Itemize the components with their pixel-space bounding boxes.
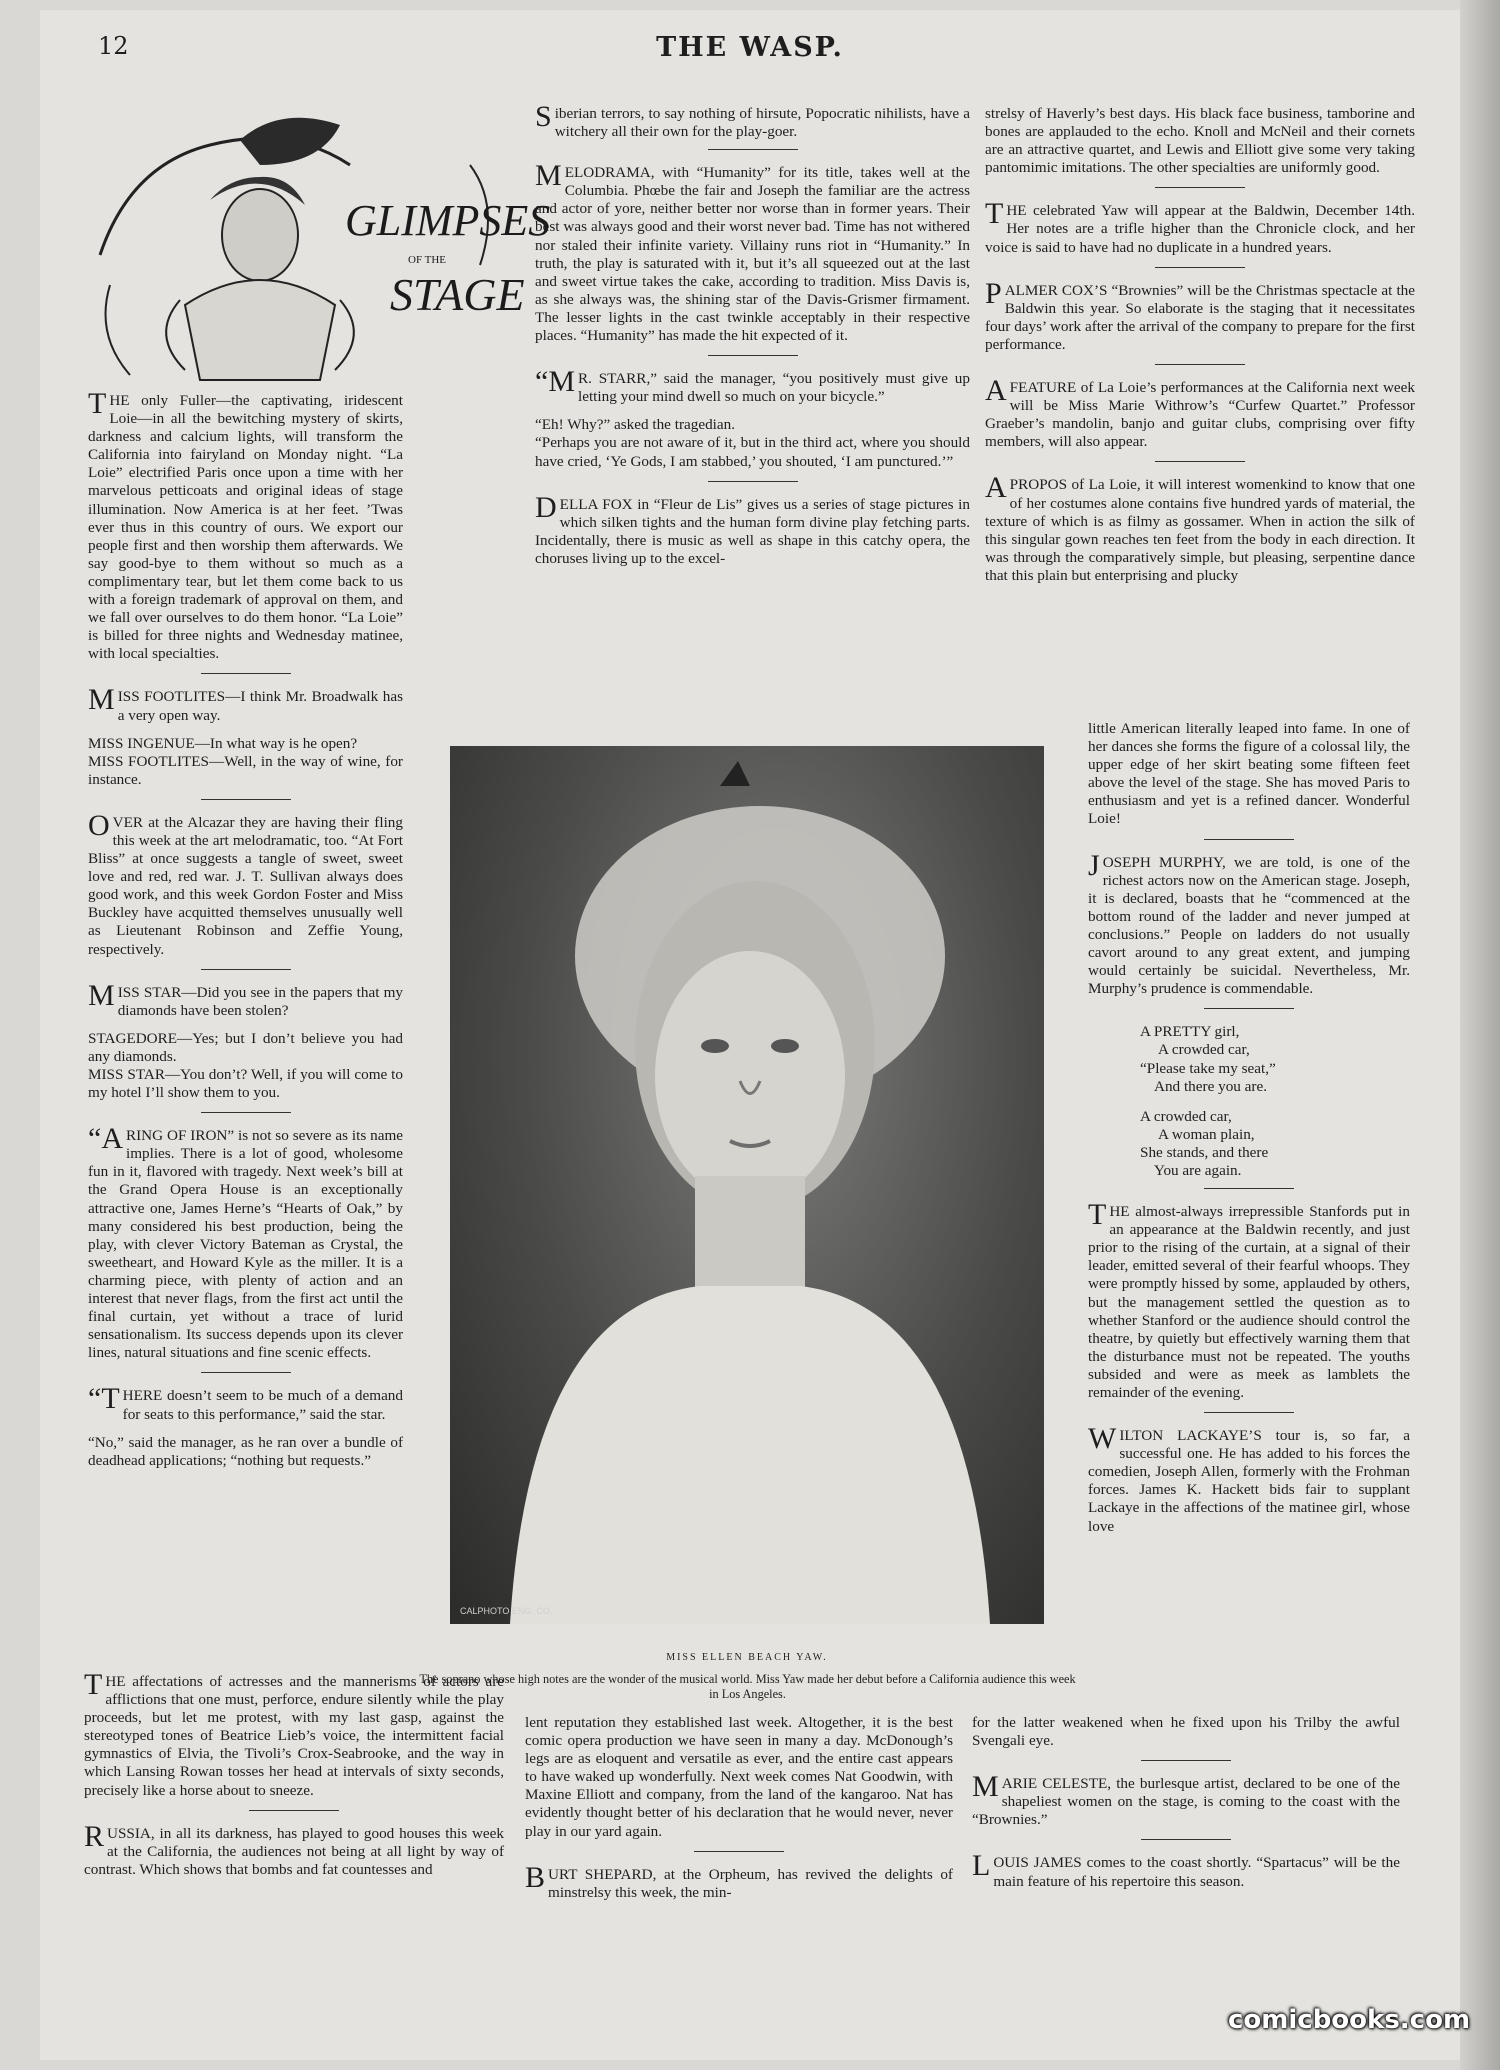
column-3-narrow: [1088, 720, 1410, 1546]
divider: [1155, 187, 1245, 188]
column-1: [88, 387, 403, 1480]
column-1-bottom: [84, 1668, 504, 1889]
dialogue-star-1: MISS STAR—Did you see in the papers that my diamonds have been stolen?: [88, 978, 403, 1019]
divider: [708, 355, 798, 356]
divider: [1141, 1760, 1231, 1761]
photo-caption-name: MISS ELLEN BEACH YAW.: [666, 1652, 828, 1663]
item-apropos-cont: little American literally leaped into fame. In one of her dances she forms the figure of a colossal lily, the upper edge of her skirt beating some fifteen feet above the level of the stage. She has moved Paris to enthusiasm and yet is a refined dancer. Wonderful Loie!: [1088, 720, 1410, 828]
poem-line: She stands, and there: [1140, 1143, 1269, 1161]
divider: [249, 1810, 339, 1811]
divider: [201, 799, 291, 800]
item-apropos: APROPOS of La Loie, it will interest womenkind to know that one of her costumes alone contains five hundred yards of material, the texture of which is as filmy as gossamer. When in action the silk of this singular gown reaches ten feet from the body in each direction. It was through the comparatively simple, but pleasing, serpentine dance that this plain but enterprising and plucky: [985, 471, 1415, 584]
divider: [708, 481, 798, 482]
item-affectations: THE affectations of actresses and the mannerisms of actors are afflictions that one must, perforce, endure silently while the play proceeds, but let me protest, with my last gasp, against the stereotyped tones of Beatrice Lieb’s voice, the intermittent facial gymnastics of Elvia, the Tivoli’s Crox-Seabrooke, and the way in which Lansing Rowan tosses her head at intervals of sixty seconds, precisely like a horse about to sneeze.: [84, 1668, 504, 1799]
dialogue-stagedore: STAGEDORE—Yes; but I don’t believe you had any diamonds.: [88, 1029, 403, 1065]
item-brownies: PALMER COX’S “Brownies” will be the Christmas spectacle at the Baldwin this year. So elaborate is the staging that it necessitates four days’ work after the arrival of the company to prepare for the first performance.: [985, 276, 1415, 353]
dialogue-starr-3: “Perhaps you are not aware of it, but in the third act, where you should have cried, ‘Ye Gods, I am stabbed,’ you shouted, ‘I am punctured.’”: [535, 434, 970, 470]
dialogue-footlites-2: MISS FOOTLITES—Well, in the way of wine, for instance.: [88, 752, 403, 788]
divider: [1204, 839, 1294, 840]
item-deadhead-1: “THERE doesn’t seem to be much of a demand for seats to this performance,” said the star.: [88, 1382, 403, 1423]
poem-line: A woman plain,: [1158, 1125, 1255, 1143]
photo-engraver-credit: CALPHOTO ENG. CO.: [460, 1606, 553, 1616]
item-yaw: THE celebrated Yaw will appear at the Baldwin, December 14th. Her notes are a trifle higher than the Chronicle clock, and her voice is said to have had no duplicate in a hundred years.: [985, 197, 1415, 256]
item-deadhead-2: “No,” said the manager, as he ran over a bundle of deadhead applications; “nothing but requests.”: [88, 1433, 403, 1469]
portrait-photo-ellen-beach-yaw: [450, 746, 1044, 1624]
dialogue-footlites-1: MISS FOOTLITES—I think Mr. Broadwalk has a very open way.: [88, 683, 403, 724]
portrait-illustration: [450, 746, 1044, 1624]
item-feature: AFEATURE of La Loie’s performances at the California next week will be Miss Marie Withrow’s “Curfew Quartet.” Professor Graeber’s mandolin, banjo and guitar clubs, comprising over fifty members, will also appear.: [985, 374, 1415, 451]
column-3-bottom: [972, 1714, 1400, 1901]
item-louis-james: LOUIS JAMES comes to the coast shortly. “Spartacus” will be the main feature of his repertoire this season.: [972, 1849, 1400, 1890]
dialogue-starr-2: “Eh! Why?” asked the tragedian.: [535, 416, 736, 434]
divider: [1204, 1412, 1294, 1413]
logo-word-of-the: OF THE: [408, 254, 446, 266]
poem: [1088, 1023, 1410, 1180]
item-della-fox: DELLA FOX in “Fleur de Lis” gives us a series of stage pictures in which silken tights and the human form divine play fetching parts. Incidentally, there is music as well as shape in this catchy opera, the choruses living up to the excel-: [535, 490, 970, 567]
divider: [1204, 1188, 1294, 1189]
page-spine-shadow: [1460, 0, 1500, 2070]
item-siberian: Siberian terrors, to say nothing of hirsute, Popocratic nihilists, have a witchery all their own for the play-goer.: [535, 100, 970, 141]
divider: [201, 969, 291, 970]
item-wilton-lackaye: WILTON LACKAYE’S tour is, so far, a successful one. He has added to his forces the comedien, Joseph Allen, formerly with the Frohman forces. James K. Hackett bids fair to supplant Lackaye in the affections of the matinee girl, whose love: [1088, 1422, 1410, 1535]
divider: [1155, 364, 1245, 365]
item-stanfords: THE almost-always irrepressible Stanfords put in an appearance at the Baldwin recently, and just prior to the rising of the curtain, at a signal of their leader, emitted several of their fearful whoops. They were promptly hissed by some, applauded by others, but the management settled the question as to whether Stanford or the audience should control the theatre, by quietly but effectively warning them that the disturbance must not be repeated. The youths subsided and were as meek as lamblets the remainder of the evening.: [1088, 1198, 1410, 1401]
item-alcazar: OVER at the Alcazar they are having their fling this week at the art melodramatic, too. “At Fort Bliss” at once suggests a tangle of sweet, sweet love and red, red war. J. T. Sullivan always does good work, and this week Gordon Foster and Miss Buckley have acquitted themselves unusually well as Lieutenant Robinson and Zeffie Young, respectively.: [88, 808, 403, 958]
masthead: THE WASP.: [656, 32, 844, 63]
divider: [1141, 1839, 1231, 1840]
divider: [694, 1851, 784, 1852]
divider: [1204, 1008, 1294, 1009]
poem-line: You are again.: [1154, 1161, 1242, 1179]
item-lackaye-cont: for the latter weakened when he fixed upon his Trilby the awful Svengali eye.: [972, 1714, 1400, 1750]
divider: [708, 149, 798, 150]
item-burt-shepard: BURT SHEPARD, at the Orpheum, has revived the delights of minstrelsy this week, the min-: [525, 1860, 953, 1901]
item-melodrama: MELODRAMA, with “Humanity” for its title, takes well at the Columbia. Phœbe the fair and Joseph the familiar are the actress and actor of yore, neither better nor worse than in former years. Their best was always good and their worst never bad. Time has not withered nor staled their infinite variety. Villainy runs riot in “Humanity.” In truth, the play is saturated with it, but it’s all squeezed out at the last and sweet virtue takes the cake, according to tradition. Miss Davis is, as she always was, the shining star of the Davis-Grismer firmament. The lesser lights in the cast twinkle acceptably in their respective places. “Humanity” has made the hit expected of it.: [535, 159, 970, 345]
column-3: [985, 105, 1415, 595]
divider: [201, 673, 291, 674]
poem-line: “Please take my seat,”: [1140, 1059, 1276, 1077]
item-haverly: strelsy of Haverly’s best days. His black face business, tamborine and bones are applauded to the echo. Knoll and McNeil and their cornets are an attractive quartet, and Lewis and Elliott give some very taking pantomimic imitations. The other specialties are uniformly good.: [985, 105, 1415, 177]
logo-word-stage: STAGE: [390, 269, 525, 320]
divider: [201, 1112, 291, 1113]
dialogue-starr-1: “MR. STARR,” said the manager, “you positively must give up letting your mind dwell so much on your bicycle.”: [535, 365, 970, 406]
item-ring-of-iron: “ARING OF IRON” is not so severe as its name implies. There is a lot of good, wholesome fun in it, flavored with tragedy. Next week’s bill at the Grand Opera House is an exceptionally attractive one, James Herne’s “Hearts of Oak,” by many considered his best production, being the play, with clever Victory Bateman as Crystal, the sweetheart, and Howard Kyle as the miller. It is a charming piece, with plenty of action and an interest that never flags, from the first act until the final curtain, yet without a trace of lurid sensationalism. Its success depends upon its clever lines, natural situations and fine scenic effects.: [88, 1122, 403, 1362]
item-la-loie: THE only Fuller—the captivating, iridescent Loie—in all the bewitching mystery of skirts, darkness and calcium lights, will transform the California into fairyland on Monday night. “La Loie” electrified Paris once upon a time with her marvelous petticoats and original ideas of stage illumination. Now America is at her feet. ’Twas ever thus in this country of ours. We export our people first and then worship them afterwards. We say good-bye to them without so much as a complimentary tear, but let them come back to us with a foreign trademark of approval on them, and we fall over ourselves to do them honor. “La Loie” is billed for three nights and Wednesday matinee, with local specialties.: [88, 387, 403, 663]
item-della-fox-cont: lent reputation they established last week. Altogether, it is the best comic opera production we have seen in many a day. McDonough’s legs are as eloquent and versatile as ever, and the entire cast appears to have waked up wonderfully. Next week comes Nat Goodwin, with Maxine Elliott and company, from the land of the kangaroo. Nat has evidently thought better of his declaration that he would never, never play in our yard again.: [525, 1714, 953, 1840]
poem-line: And there you are.: [1154, 1077, 1268, 1095]
item-marie-celeste: MARIE CELESTE, the burlesque artist, declared to be one of the shapeliest women on the stage, is coming to the coast with the “Brownies.”: [972, 1770, 1400, 1829]
poem-line: A crowded car,: [1158, 1041, 1250, 1059]
divider: [201, 1372, 291, 1373]
dialogue-ingenue: MISS INGENUE—In what way is he open?: [88, 734, 358, 752]
divider: [1155, 267, 1245, 268]
logo-word-glimpses: GLIMPSES: [345, 196, 551, 245]
poem-line: A crowded car,: [1140, 1107, 1232, 1125]
item-russia: RUSSIA, in all its darkness, has played to good houses this week at the California, the audiences not being at all light by way of contrast. Which shows that bombs and fat countesses and: [84, 1819, 504, 1878]
divider: [1155, 461, 1245, 462]
photo-caption-text: The soprano whose high notes are the wonder of the musical world. Miss Yaw made her debut before a California audience this week in Los Angeles.: [419, 1672, 1076, 1701]
item-joseph-murphy: JOSEPH MURPHY, we are told, is one of the richest actors now on the American stage. Joseph, it is declared, boasts that he “commenced at the bottom round of the ladder and never jumped at conclusions.” People on ladders do not usually cavort around to any great extent, and jumping would certainly be suicidal. Nevertheless, Mr. Murphy’s prudence is commendable.: [1088, 848, 1410, 998]
column-2: [535, 100, 970, 578]
poem-line: A PRETTY girl,: [1140, 1023, 1240, 1041]
dialogue-star-2: MISS STAR—You don’t? Well, if you will come to my hotel I’ll show them to you.: [88, 1066, 403, 1102]
site-watermark: comicbooks.com: [1228, 2005, 1471, 2035]
page-number: 12: [98, 32, 129, 60]
column-2-bottom: [525, 1714, 953, 1912]
glimpses-of-the-stage-logo: [90, 105, 551, 385]
